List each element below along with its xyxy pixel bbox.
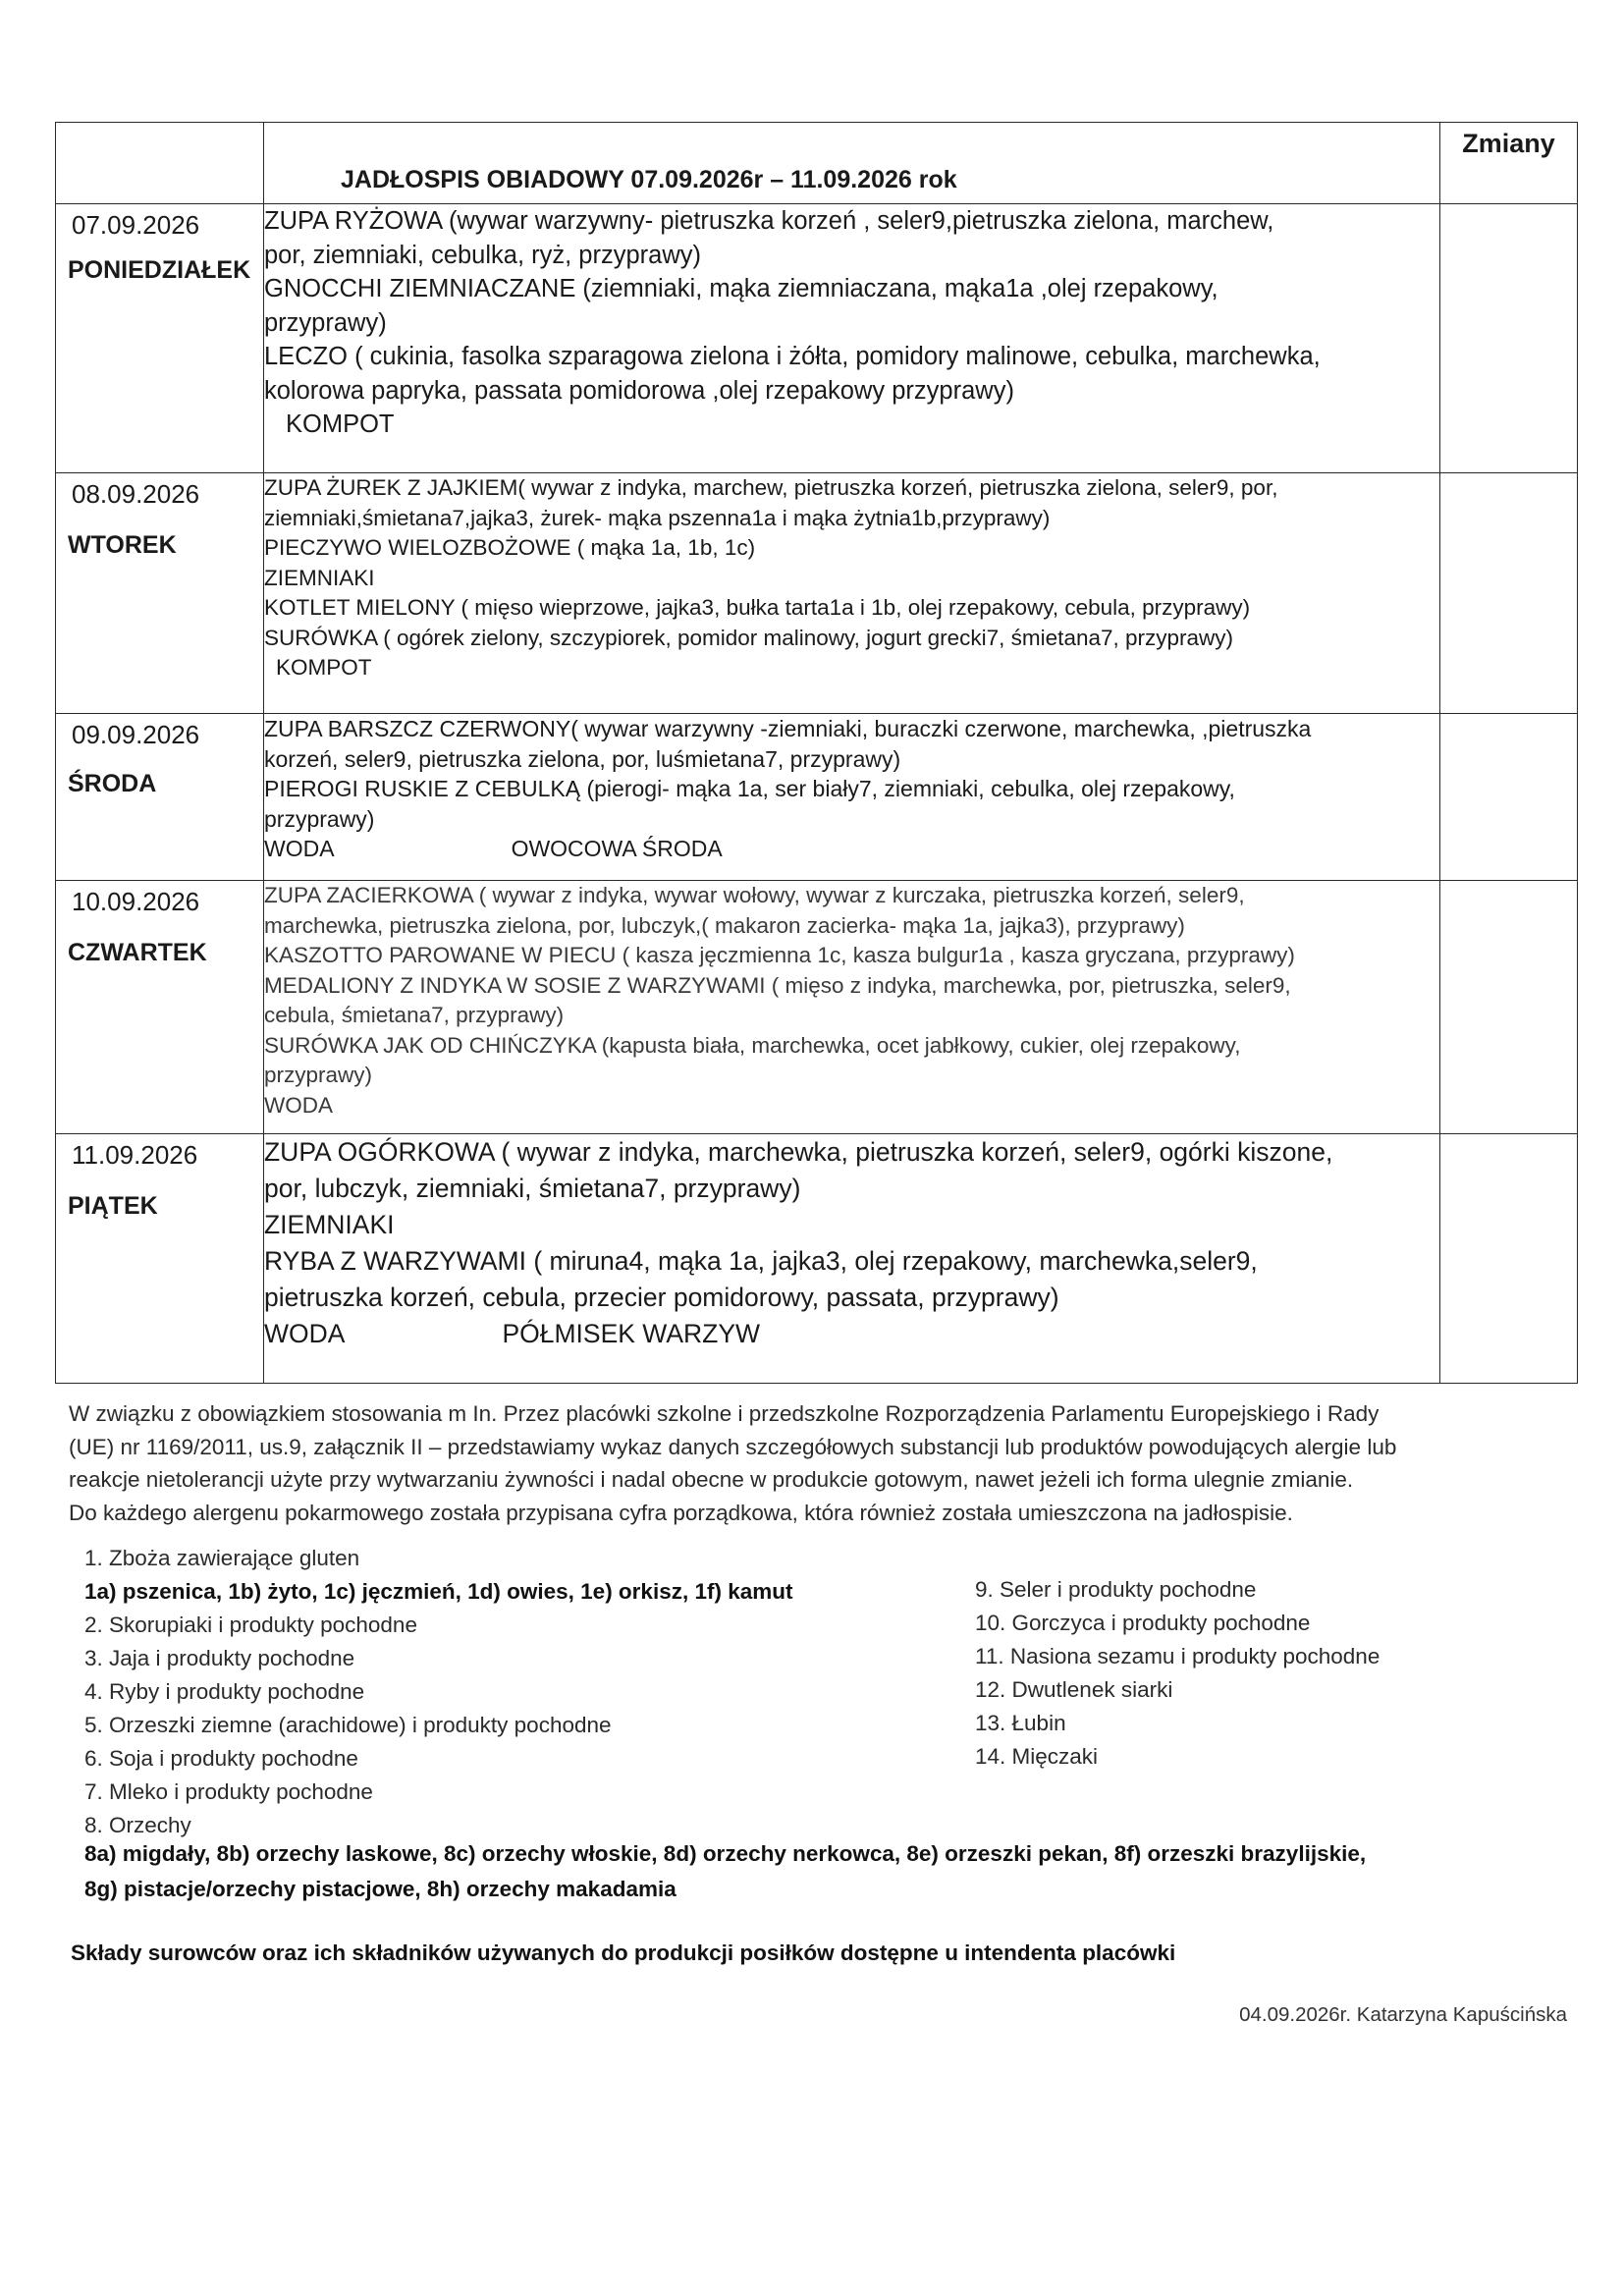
dishes-cell bbox=[264, 714, 1440, 881]
dish-line: ZUPA ZACIERKOWA ( wywar z indyka, wywar wołowy, wywar z kurczaka, pietruszka korzeń, seler9, bbox=[264, 883, 1245, 907]
allergen-item: 8. Orzechy bbox=[84, 1813, 191, 1837]
dishes-cell bbox=[264, 204, 1440, 473]
changes-cell bbox=[1440, 714, 1578, 881]
dish-line: przyprawy) bbox=[264, 805, 375, 832]
changes-cell bbox=[1440, 473, 1578, 714]
dish-line: LECZO ( cukinia, fasolka szparagowa zielona i żółta, pomidory malinowe, cebulka, marchewka, bbox=[264, 343, 1321, 370]
dish-line: KOMPOT bbox=[286, 410, 395, 438]
day-cell bbox=[56, 473, 264, 714]
day-weekday: PONIEDZIAŁEK bbox=[68, 256, 251, 284]
dish-line: WODA bbox=[264, 1319, 346, 1348]
notice-line: Do każdego alergenu pokarmowego została przypisana cyfra porządkowa, która również została umieszczona na jadłospisie. bbox=[69, 1500, 1293, 1525]
dish-line: przyprawy) bbox=[264, 1063, 373, 1087]
allergen-item: 12. Dwutlenek siarki bbox=[975, 1677, 1173, 1702]
changes-cell bbox=[1440, 881, 1578, 1134]
allergen-item: 14. Mięczaki bbox=[975, 1744, 1099, 1769]
dish-line: SURÓWKA JAK OD CHIŃCZYKA (kapusta biała, marchewka, ocet jabłkowy, cukier, olej rzepakowy, bbox=[264, 1032, 1241, 1058]
changes-cell bbox=[1440, 204, 1578, 473]
allergen-item: 13. Łubin bbox=[975, 1711, 1066, 1735]
allergen-item: 1. Zboża zawierające gluten bbox=[84, 1546, 360, 1570]
dish-line: por, ziemniaki, cebulka, ryż, przyprawy) bbox=[264, 241, 701, 269]
allergen-item: 6. Soja i produkty pochodne bbox=[84, 1746, 358, 1771]
dish-line-pair bbox=[264, 834, 1439, 864]
dish-line: RYBA Z WARZYWAMI ( miruna4, mąka 1a, jajka3, olej rzepakowy, marchewka,seler9, bbox=[264, 1246, 1258, 1276]
allergen-item: 3. Jaja i produkty pochodne bbox=[84, 1646, 355, 1670]
menu-table bbox=[55, 122, 1578, 1384]
day-weekday: ŚRODA bbox=[68, 770, 157, 797]
day-date: 11.09.2026 bbox=[72, 1140, 198, 1170]
dish-line: MEDALIONY Z INDYKA W SOSIE Z WARZYWAMI ( mięso z indyka, marchewka, por, pietruszka, seler9, bbox=[264, 972, 1291, 998]
day-weekday: CZWARTEK bbox=[68, 939, 207, 966]
dish-line: PÓŁMISEK WARZYW bbox=[502, 1319, 761, 1348]
signature: 04.09.2026r. Katarzyna Kapuścińska bbox=[1239, 2003, 1567, 2026]
allergen-list-right bbox=[975, 1573, 1380, 1774]
dishes-cell bbox=[264, 1134, 1440, 1384]
dish-line: PIECZYWO WIELOZBOŻOWE ( mąka 1a, 1b, 1c) bbox=[264, 535, 756, 560]
dish-line: ZIEMNIAKI bbox=[264, 1210, 395, 1239]
dish-line: ZUPA BARSZCZ CZERWONY( wywar warzywny -ziemniaki, buraczki czerwone, marchewka, ,pietruszka bbox=[264, 716, 1312, 741]
dishes-cell bbox=[264, 881, 1440, 1134]
day-date: 09.09.2026 bbox=[72, 720, 200, 749]
ingredients-note: Składy surowców oraz ich składników używanych do produkcji posiłków dostępne u intendenta placówki bbox=[71, 1941, 1176, 1965]
allergen-item: 5. Orzeszki ziemne (arachidowe) i produkty pochodne bbox=[84, 1713, 612, 1737]
notice-line: W związku z obowiązkiem stosowania m In. Przez placówki szkolne i przedszkolne Rozporządzenia Parlamentu Europejskiego i Rady bbox=[69, 1401, 1380, 1426]
day-row-monday bbox=[56, 204, 1578, 473]
allergen-item: 2. Skorupiaki i produkty pochodne bbox=[84, 1613, 417, 1637]
dish-line: cebula, śmietana7, przyprawy) bbox=[264, 1003, 565, 1027]
dish-line: por, lubczyk, ziemniaki, śmietana7, przyprawy) bbox=[264, 1174, 801, 1203]
allergen-item: 9. Seler i produkty pochodne bbox=[975, 1577, 1257, 1602]
nuts-line: 8g) pistacje/orzechy pistacjowe, 8h) orzechy makadamia bbox=[84, 1877, 677, 1901]
day-row-friday bbox=[56, 1134, 1578, 1384]
day-cell bbox=[56, 881, 264, 1134]
dish-line: KOTLET MIELONY ( mięso wieprzowe, jajka3, bułka tarta1a i 1b, olej rzepakowy, cebula, przyprawy) bbox=[264, 595, 1251, 620]
day-weekday: WTOREK bbox=[68, 531, 177, 559]
day-row-wednesday bbox=[56, 714, 1578, 881]
allergen-item: 1a) pszenica, 1b) żyto, 1c) jęczmień, 1d) owies, 1e) orkisz, 1f) kamut bbox=[84, 1579, 793, 1604]
menu-header-row bbox=[56, 123, 1578, 204]
header-empty-cell bbox=[56, 123, 264, 204]
day-date: 07.09.2026 bbox=[72, 210, 200, 240]
dish-line: ZUPA OGÓRKOWA ( wywar z indyka, marchewka, pietruszka korzeń, seler9, ogórki kiszone, bbox=[264, 1137, 1333, 1167]
day-weekday: PIĄTEK bbox=[68, 1192, 158, 1220]
changes-cell bbox=[1440, 1134, 1578, 1384]
notice-line: reakcje nietolerancji użyte przy wytwarzaniu żywności i nadal obecne w produkcie gotowym, nawet jeżeli ich forma ulegnie zmianie. bbox=[69, 1467, 1354, 1492]
dish-line: pietruszka korzeń, cebula, przecier pomidorowy, passata, przyprawy) bbox=[264, 1283, 1059, 1312]
dish-line: ziemniaki,śmietana7,jajka3, żurek- mąka pszenna1a i mąka żytnia1b,przyprawy) bbox=[264, 505, 1051, 530]
dish-line: KASZOTTO PAROWANE W PIECU ( kasza jęczmienna 1c, kasza bulgur1a , kasza gryczana, przyprawy) bbox=[264, 943, 1295, 967]
dish-line: marchewka, pietruszka zielona, por, lubczyk,( makaron zacierka- mąka 1a, jajka3), przyprawy) bbox=[264, 912, 1185, 938]
day-cell bbox=[56, 1134, 264, 1384]
nuts-subgroups bbox=[84, 1836, 1366, 1907]
dish-line: ZUPA RYŻOWA (wywar warzywny- pietruszka korzeń , seler9,pietruszka zielona, marchew, bbox=[264, 207, 1274, 235]
dish-line: KOMPOT bbox=[276, 655, 372, 680]
nuts-line: 8a) migdały, 8b) orzechy laskowe, 8c) orzechy włoskie, 8d) orzechy nerkowca, 8e) orzeszki pekan, 8f) orzeszki brazylijskie, bbox=[84, 1841, 1367, 1866]
dish-line: ZIEMNIAKI bbox=[264, 565, 375, 590]
day-date: 10.09.2026 bbox=[72, 887, 200, 916]
dish-line: ZUPA ŻUREK Z JAJKIEM( wywar z indyka, marchew, pietruszka korzeń, pietruszka zielona, seler9, por, bbox=[264, 475, 1278, 500]
dish-line: przyprawy) bbox=[264, 308, 387, 337]
allergen-notice bbox=[69, 1397, 1581, 1529]
dish-line: OWOCOWA ŚRODA bbox=[511, 836, 723, 861]
dish-line: korzeń, seler9, pietruszka zielona, por, luśmietana7, przyprawy) bbox=[264, 745, 901, 772]
notice-line: (UE) nr 1169/2011, us.9, załącznik II – przedstawiamy wykaz danych szczegółowych substancji lub produktów powodujących alergie lub bbox=[69, 1434, 1397, 1459]
menu-title: JADŁOSPIS OBIADOWY 07.09.2026r – 11.09.2026 rok bbox=[341, 166, 957, 193]
allergen-item: 4. Ryby i produkty pochodne bbox=[84, 1679, 365, 1704]
dish-line: GNOCCHI ZIEMNIACZANE (ziemniaki, mąka ziemniaczana, mąka1a ,olej rzepakowy, bbox=[264, 275, 1218, 302]
allergen-item: 10. Gorczyca i produkty pochodne bbox=[975, 1611, 1311, 1635]
dish-line: SURÓWKA ( ogórek zielony, szczypiorek, pomidor malinowy, jogurt grecki7, śmietana7, przyprawy) bbox=[264, 625, 1234, 650]
day-row-thursday bbox=[56, 881, 1578, 1134]
day-cell bbox=[56, 204, 264, 473]
day-cell bbox=[56, 714, 264, 881]
dish-line: WODA bbox=[264, 836, 335, 861]
allergen-item: 7. Mleko i produkty pochodne bbox=[84, 1779, 373, 1804]
dish-line: WODA bbox=[264, 1092, 333, 1118]
dish-line: PIEROGI RUSKIE Z CEBULKĄ (pierogi- mąka 1a, ser biały7, ziemniaki, cebulka, olej rzepakowy, bbox=[264, 776, 1235, 801]
allergen-item: 11. Nasiona sezamu i produkty pochodne bbox=[975, 1644, 1380, 1668]
menu-title-cell bbox=[264, 123, 1440, 204]
day-date: 08.09.2026 bbox=[72, 479, 200, 509]
day-row-tuesday bbox=[56, 473, 1578, 714]
allergen-list-left bbox=[84, 1542, 792, 1842]
changes-header: Zmiany bbox=[1440, 123, 1578, 204]
dishes-cell bbox=[264, 473, 1440, 714]
dish-line-pair bbox=[264, 1316, 1439, 1352]
dish-line: kolorowa papryka, passata pomidorowa ,olej rzepakowy przyprawy) bbox=[264, 376, 1014, 405]
